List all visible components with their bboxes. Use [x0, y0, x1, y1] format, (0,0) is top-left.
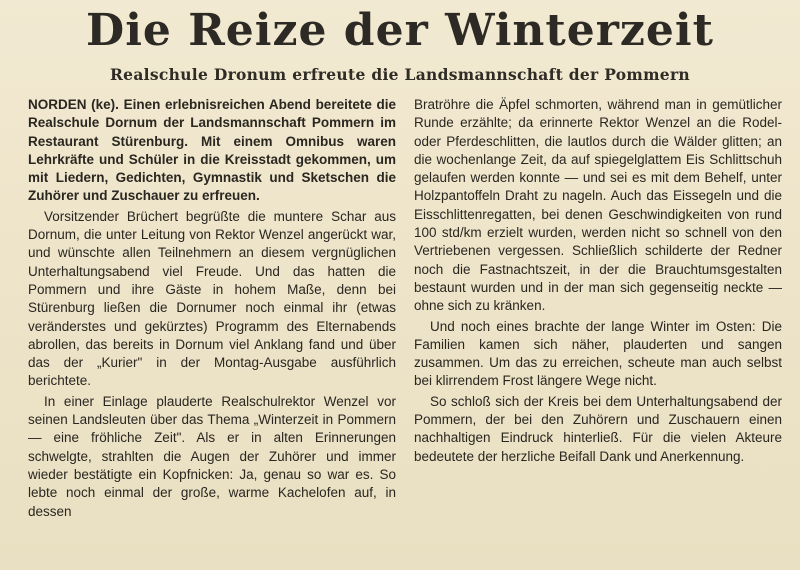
- article-paragraph: In einer Einlage plauderte Realschulrektor Wenzel vor seinen Landsleuten über das Thema „Winterzeit in Pommern — eine fröhliche Zeit". Als er in alten Erinnerungen schwelgte, strahlten die Augen der Zuhörer und immer wieder bestätigte ein Kopfnicken: Ja, genau so war es. So lebte noch einmal der große, warme Kachelofen auf, in dessen: [28, 393, 396, 519]
- article-paragraph: Vorsitzender Brüchert begrüßte die muntere Schar aus Dornum, die unter Leitung von Rektor Wenzel angerückt war, und wünschte allen Teilnehmern an diesem vergnüglichen Unterhaltungsabend viel Freude. Und das hatten die Pommern und ihre Gäste in hohem Maße, denn bei Stürenburg ließen die Dornumer noch einmal ihr (etwas veränderstes und gekürztes) Programm des Elternabends abrollen, das bereits in Dornum viel Anklang fand und über das der „Kurier" in der Montag-Ausgabe ausführlich berichtete.: [28, 208, 396, 389]
- article-paragraph: Bratröhre die Äpfel schmorten, während man in gemütlicher Runde erzählte; da erinnerte Rektor Wenzel an die Rodel- oder Pferdeschlitten, die lautlos durch die Wälder glitten; an die wochenlange Zeit, da auf spiegelglattem Eis Schlittschuh gelaufen werden konnte — und sei es mit dem Behelf, unter Holzpantoffeln Draht zu nageln. Auch das Eissegeln und die Eisschlittenregatten, bei denen Geschwindigkeiten von rund 100 std/km erzielt wurden, werden nicht so schnell von den Vertriebenen vergessen. Schließlich schilderte der Redner noch die Fastnachtszeit, in der die Brauchtumsgestalten bestaunt wurden und in der man sich gegenseitig neckte — ohne sich zu kränken.: [414, 97, 782, 314]
- article-column-right: [414, 96, 782, 468]
- article-subheadline: Realschule Dronum erfreute die Landsmannschaft der Pommern: [110, 65, 690, 84]
- article-headline: Die Reize der Winterzeit: [86, 5, 714, 56]
- article-paragraph: Und noch eines brachte der lange Winter im Osten: Die Familien kamen sich näher, plauderten und sangen zusammen. Um das zu erreichen, scheute man auch selbst bei klirrendem Frost längere Wege nicht.: [414, 318, 782, 389]
- article-lead-paragraph: NORDEN (ke). Einen erlebnisreichen Abend bereitete die Realschule Dornum der Landsmannschaft Pommern im Restaurant Stürenburg. Mit einem Omnibus waren Lehrkräfte und Schüler in die Kreisstadt gekommen, um mit Liedern, Gedichten, Gymnastik und Sketschen die Zuhörer und Zuschauer zu erfreuen.: [28, 97, 396, 204]
- article-paragraph: So schloß sich der Kreis bei dem Unterhaltungsabend der Pommern, der bei den Zuhörern und Zuschauern einen nachhaltigen Eindruck hinterließ. Für die vielen Akteure bedeutete der herzliche Beifall Dank und Anerkennung.: [414, 393, 782, 464]
- article-column-left: [28, 96, 396, 523]
